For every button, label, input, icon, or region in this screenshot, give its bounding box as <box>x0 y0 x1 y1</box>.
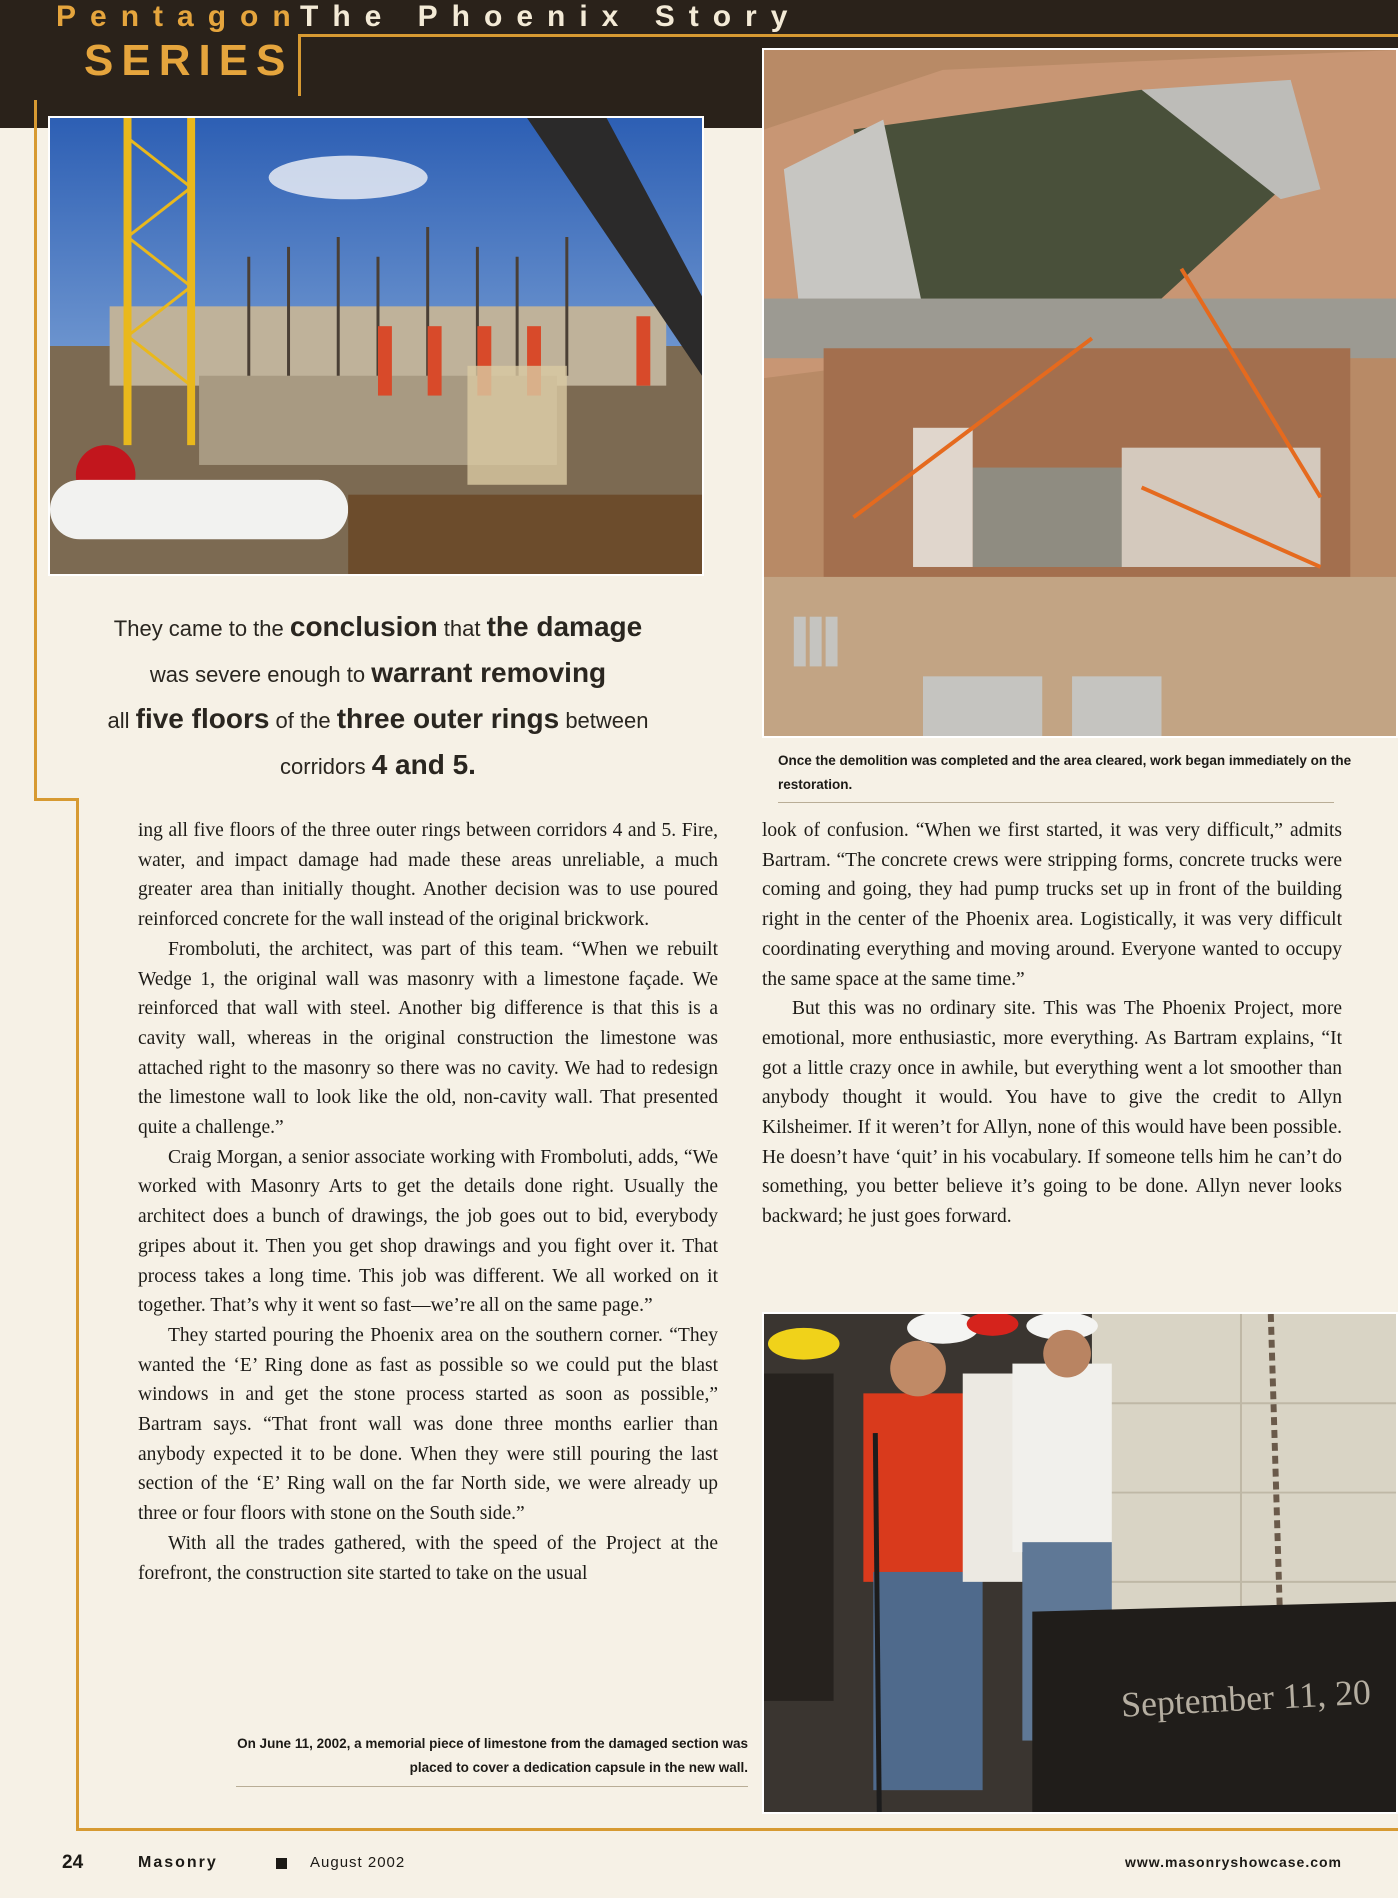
header-frame-top <box>298 34 1398 37</box>
right-paragraph: look of confusion. “When we first started, it was very difficult,” admits Bartram. “The concrete crews were stripping forms, concrete trucks were coming and going, they had pump trucks set up in front of the building right in the center of the Phoenix area. Logistically, it was very difficult coordinating everything and moving around. Everyone wanted to occupy the same space at the same time.” <box>762 820 1342 990</box>
construction-site-photo <box>48 116 704 576</box>
bottom-frame <box>76 1828 1398 1831</box>
ceremony-photo-caption: On June 11, 2002, a memorial piece of limestone from the damaged section was placed to cover a dedication capsule in the new wall. <box>237 1736 748 1775</box>
left-frame-vertical <box>34 100 37 800</box>
aerial-caption-rule <box>778 802 1334 803</box>
article-column-left <box>138 816 718 1588</box>
left-paragraph: Fromboluti, the architect, was part of this team. “When we rebuilt Wedge 1, the original wall was masonry with a limestone façade. We reinforced that wall with steel. Another big difference is that this is a cavity wall, whereas in the original construction the limestone was attached right to the masonry so there was no cavity. We had to redesign the limestone wall to look like the old, non-cavity wall. That presented quite a challenge.” <box>138 938 718 1139</box>
ceremony-caption-rule <box>236 1786 748 1787</box>
left-frame-step <box>34 798 78 801</box>
left-paragraph: They started pouring the Phoenix area on the southern corner. “They wanted the ‘E’ Ring done as fast as possible so we could put the blast windows in and get the stone process started as soon as possible,” Bartram says. “That front wall was done three months earlier than anybody expected it to be done. When they were still pouring the last section of the ‘E’ Ring wall on the far North side, we were already up three or four floors with stone on the South side.” <box>138 1324 718 1525</box>
page-number: 24 <box>62 1852 84 1873</box>
left-frame-lower <box>76 798 79 1830</box>
website-url[interactable]: www.masonryshowcase.com <box>1125 1854 1342 1870</box>
page-footer <box>0 1842 1398 1882</box>
series-label: SERIES <box>84 36 294 85</box>
pull-quote-line-4: corridors 4 and 5. <box>280 749 476 780</box>
aerial-photo-caption: Once the demolition was completed and the area cleared, work began immediately on the restoration. <box>778 753 1352 792</box>
pull-quote-line-1: They came to the conclusion that the damage <box>113 611 643 642</box>
right-paragraph: But this was no ordinary site. This was The Phoenix Project, more emotional, more enthusiastic, more everything. As Bartram explains, “It got a little crazy once in awhile, but everything went a lot smoother than anybody thought it would. You have to give the credit to Allyn Kilsheimer. If it weren’t for Allyn, none of this would have been possible. He doesn’t have ‘quit’ in his vocabulary. If someone tells him he can’t do something, you better believe it’s going to be done. Allyn never looks backward; he just goes forward. <box>762 998 1342 1228</box>
story-title: The Phoenix Story <box>300 0 802 33</box>
article-column-right <box>762 816 1342 1232</box>
pull-quote-line-3: all five floors of the three outer rings between <box>107 703 649 734</box>
left-paragraph: With all the trades gathered, with the speed of the Project at the forefront, the construction site started to take on the usual <box>138 1532 718 1584</box>
pull-quote <box>64 605 692 789</box>
pull-quote-line-2: was severe enough to warrant removing <box>149 657 607 688</box>
footer-separator-square <box>276 1858 287 1869</box>
header-frame-left <box>298 34 301 96</box>
dedication-ceremony-photo <box>762 1312 1398 1814</box>
issue-date: August 2002 <box>310 1854 406 1871</box>
series-word: Pentagon <box>56 0 305 33</box>
pentagon-aerial-photo <box>762 48 1398 738</box>
left-paragraph: Craig Morgan, a senior associate working with Fromboluti, adds, “We worked with Masonry Arts to get the details done right. Usually the architect does a bunch of drawings, the job goes out to bid, everybody gripes about it. Then you get shop drawings and you fight over it. That process takes a long time. This job was different. We all worked on it together. That’s why it went so fast—we’re all on the same page.” <box>138 1146 718 1317</box>
magazine-name: Masonry <box>138 1854 218 1871</box>
left-paragraph: ing all five floors of the three outer rings between corridors 4 and 5. Fire, water, and impact damage had made these areas unreliable, a much greater area than initially thought. Another decision was to use poured reinforced concrete for the wall instead of the original brickwork. <box>138 820 718 931</box>
memorial-stone-inscription: September 11, 20 <box>1120 1671 1372 1725</box>
